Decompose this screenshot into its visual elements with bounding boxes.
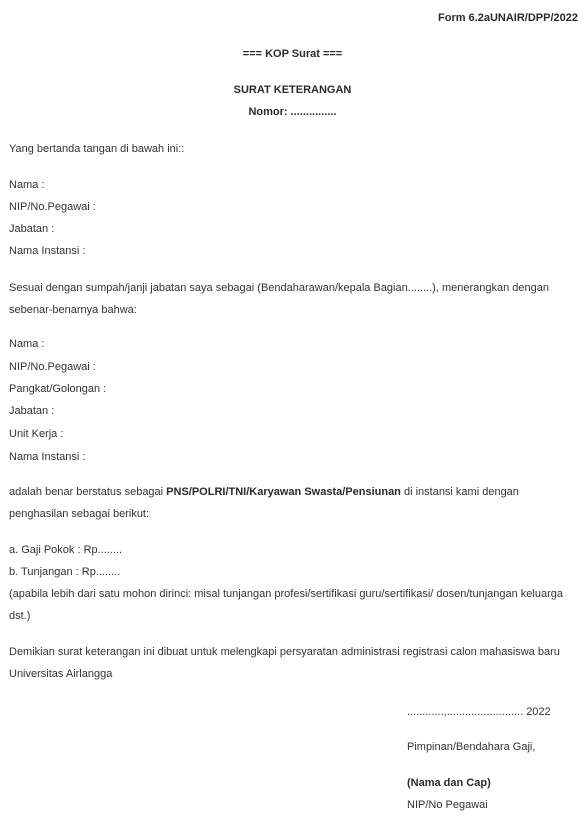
intro-text: Yang bertanda tangan di bawah ini:: [9, 143, 185, 155]
income-gaji: a. Gaji Pokok : Rp........ [9, 544, 123, 556]
kop-surat: === KOP Surat === [242, 48, 343, 60]
document-title: SURAT KETERANGAN [233, 84, 352, 96]
status-options: PNS/POLRI/TNI/Karyawan Swasta/Pensiunan [166, 486, 401, 498]
status-suffix: di instansi kami dengan penghasilan sebagai berikut: [9, 486, 519, 520]
signer-nama: Nama : [9, 179, 45, 191]
subject-instansi: Nama Instansi : [9, 451, 86, 463]
subject-unit: Unit Kerja : [9, 428, 64, 440]
signer-nip: NIP/No.Pegawai : [9, 201, 96, 213]
subject-nip: NIP/No.Pegawai : [9, 361, 96, 373]
status-prefix: adalah benar berstatus sebagai [9, 486, 167, 498]
signer-instansi: Nama Instansi : [9, 245, 86, 257]
subject-jabatan: Jabatan : [9, 405, 55, 417]
status-paragraph [9, 481, 579, 525]
subject-pangkat: Pangkat/Golongan : [9, 383, 107, 395]
signature-nip: NIP/No Pegawai [407, 799, 488, 811]
income-note: (apabila lebih dari satu mohon dirinci: misal tunjangan profesi/sertifikasi guru/sertifikasi/ dosen/tunjangan keluarga dst.) [9, 588, 563, 622]
document-number: Nomor: ............... [248, 106, 337, 118]
statement-paragraph: Sesuai dengan sumpah/janji jabatan saya sebagai (Bendaharawan/kepala Bagian........), menerangkan dengan sebenar-benarnya bahwa: [9, 282, 549, 316]
closing-paragraph: Demikian surat keterangan ini dibuat untuk melengkapi persyaratan administrasi registrasi calon mahasiswa baru Universitas Airlangga [9, 646, 560, 680]
form-code: Form 6.2aUNAIR/DPP/2022 [438, 12, 578, 24]
signer-role: Pimpinan/Bendahara Gaji, [407, 741, 536, 753]
name-and-stamp: (Nama dan Cap) [407, 777, 491, 789]
signer-jabatan: Jabatan : [9, 223, 55, 235]
subject-nama: Nama : [9, 338, 45, 350]
income-tunjangan: b. Tunjangan : Rp........ [9, 566, 121, 578]
place-date: ............,......................... 2022 [407, 706, 551, 718]
